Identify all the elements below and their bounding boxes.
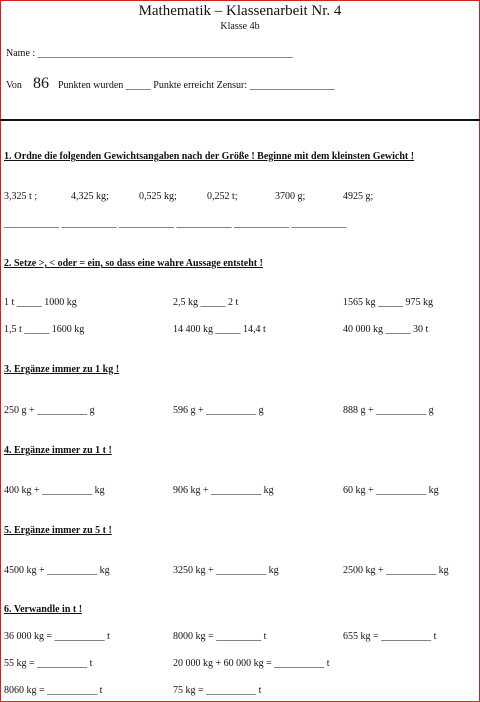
task-3-heading: 3. Ergänze immer zu 1 kg ! — [4, 364, 120, 375]
task-1-item: 4925 g; — [343, 191, 374, 202]
task-5-item[interactable]: 2500 kg + __________ kg — [343, 565, 449, 576]
task-6-heading: 6. Verwandle in t ! — [4, 604, 83, 615]
task-6-item[interactable]: 8000 kg = _________ t — [173, 631, 267, 642]
name-field[interactable]: Name : ___________________________________________________ — [6, 48, 293, 59]
class-label: Klasse 4b — [220, 21, 260, 32]
task-3-item[interactable]: 596 g + __________ g — [173, 405, 264, 416]
task-2-item[interactable]: 40 000 kg _____ 30 t — [343, 324, 429, 335]
task-5-item[interactable]: 3250 kg + __________ kg — [173, 565, 279, 576]
task-3-item[interactable]: 888 g + __________ g — [343, 405, 434, 416]
total-points: 86 — [33, 75, 49, 92]
task-6-item[interactable]: 36 000 kg = __________ t — [4, 631, 110, 642]
task-3-item[interactable]: 250 g + __________ g — [4, 405, 95, 416]
task-1-answer-blanks[interactable]: ___________ ___________ ___________ ___________ ___________ ___________ — [4, 218, 347, 229]
task-6-item[interactable]: 75 kg = __________ t — [173, 685, 262, 696]
task-5-heading: 5. Ergänze immer zu 5 t ! — [4, 525, 112, 536]
task-1-item: 4,325 kg; — [71, 191, 109, 202]
task-1-item: 0,252 t; — [207, 191, 238, 202]
task-2-item[interactable]: 14 400 kg _____ 14,4 t — [173, 324, 266, 335]
task-1-item: 3700 g; — [275, 191, 306, 202]
page-title: Mathematik – Klassenarbeit Nr. 4 — [138, 3, 342, 19]
task-6-item[interactable]: 55 kg = __________ t — [4, 658, 93, 669]
task-2-heading: 2. Setze >, < oder = ein, so dass eine wahre Aussage entsteht ! — [4, 258, 263, 269]
points-line[interactable]: Punkten wurden _____ Punkte erreicht Zensur: _________________ — [58, 80, 335, 91]
header-divider — [0, 119, 480, 121]
task-4-item[interactable]: 400 kg + __________ kg — [4, 485, 105, 496]
task-4-heading: 4. Ergänze immer zu 1 t ! — [4, 445, 112, 456]
task-6-item[interactable]: 20 000 kg + 60 000 kg = __________ t — [173, 658, 330, 669]
task-5-item[interactable]: 4500 kg + __________ kg — [4, 565, 110, 576]
task-2-item[interactable]: 2,5 kg _____ 2 t — [173, 297, 239, 308]
task-4-item[interactable]: 60 kg + __________ kg — [343, 485, 439, 496]
task-2-item[interactable]: 1,5 t _____ 1600 kg — [4, 324, 85, 335]
task-2-item[interactable]: 1 t _____ 1000 kg — [4, 297, 77, 308]
task-6-item[interactable]: 655 kg = __________ t — [343, 631, 437, 642]
task-1-heading: 1. Ordne die folgenden Gewichtsangaben nach der Größe ! Beginne mit dem kleinsten Gewicht ! — [4, 151, 415, 162]
task-4-item[interactable]: 906 kg + __________ kg — [173, 485, 274, 496]
task-1-item: 0,525 kg; — [139, 191, 177, 202]
task-2-item[interactable]: 1565 kg _____ 975 kg — [343, 297, 433, 308]
task-1-item: 3,325 t ; — [4, 191, 38, 202]
task-6-item[interactable]: 8060 kg = __________ t — [4, 685, 103, 696]
von-label: Von — [6, 80, 22, 91]
